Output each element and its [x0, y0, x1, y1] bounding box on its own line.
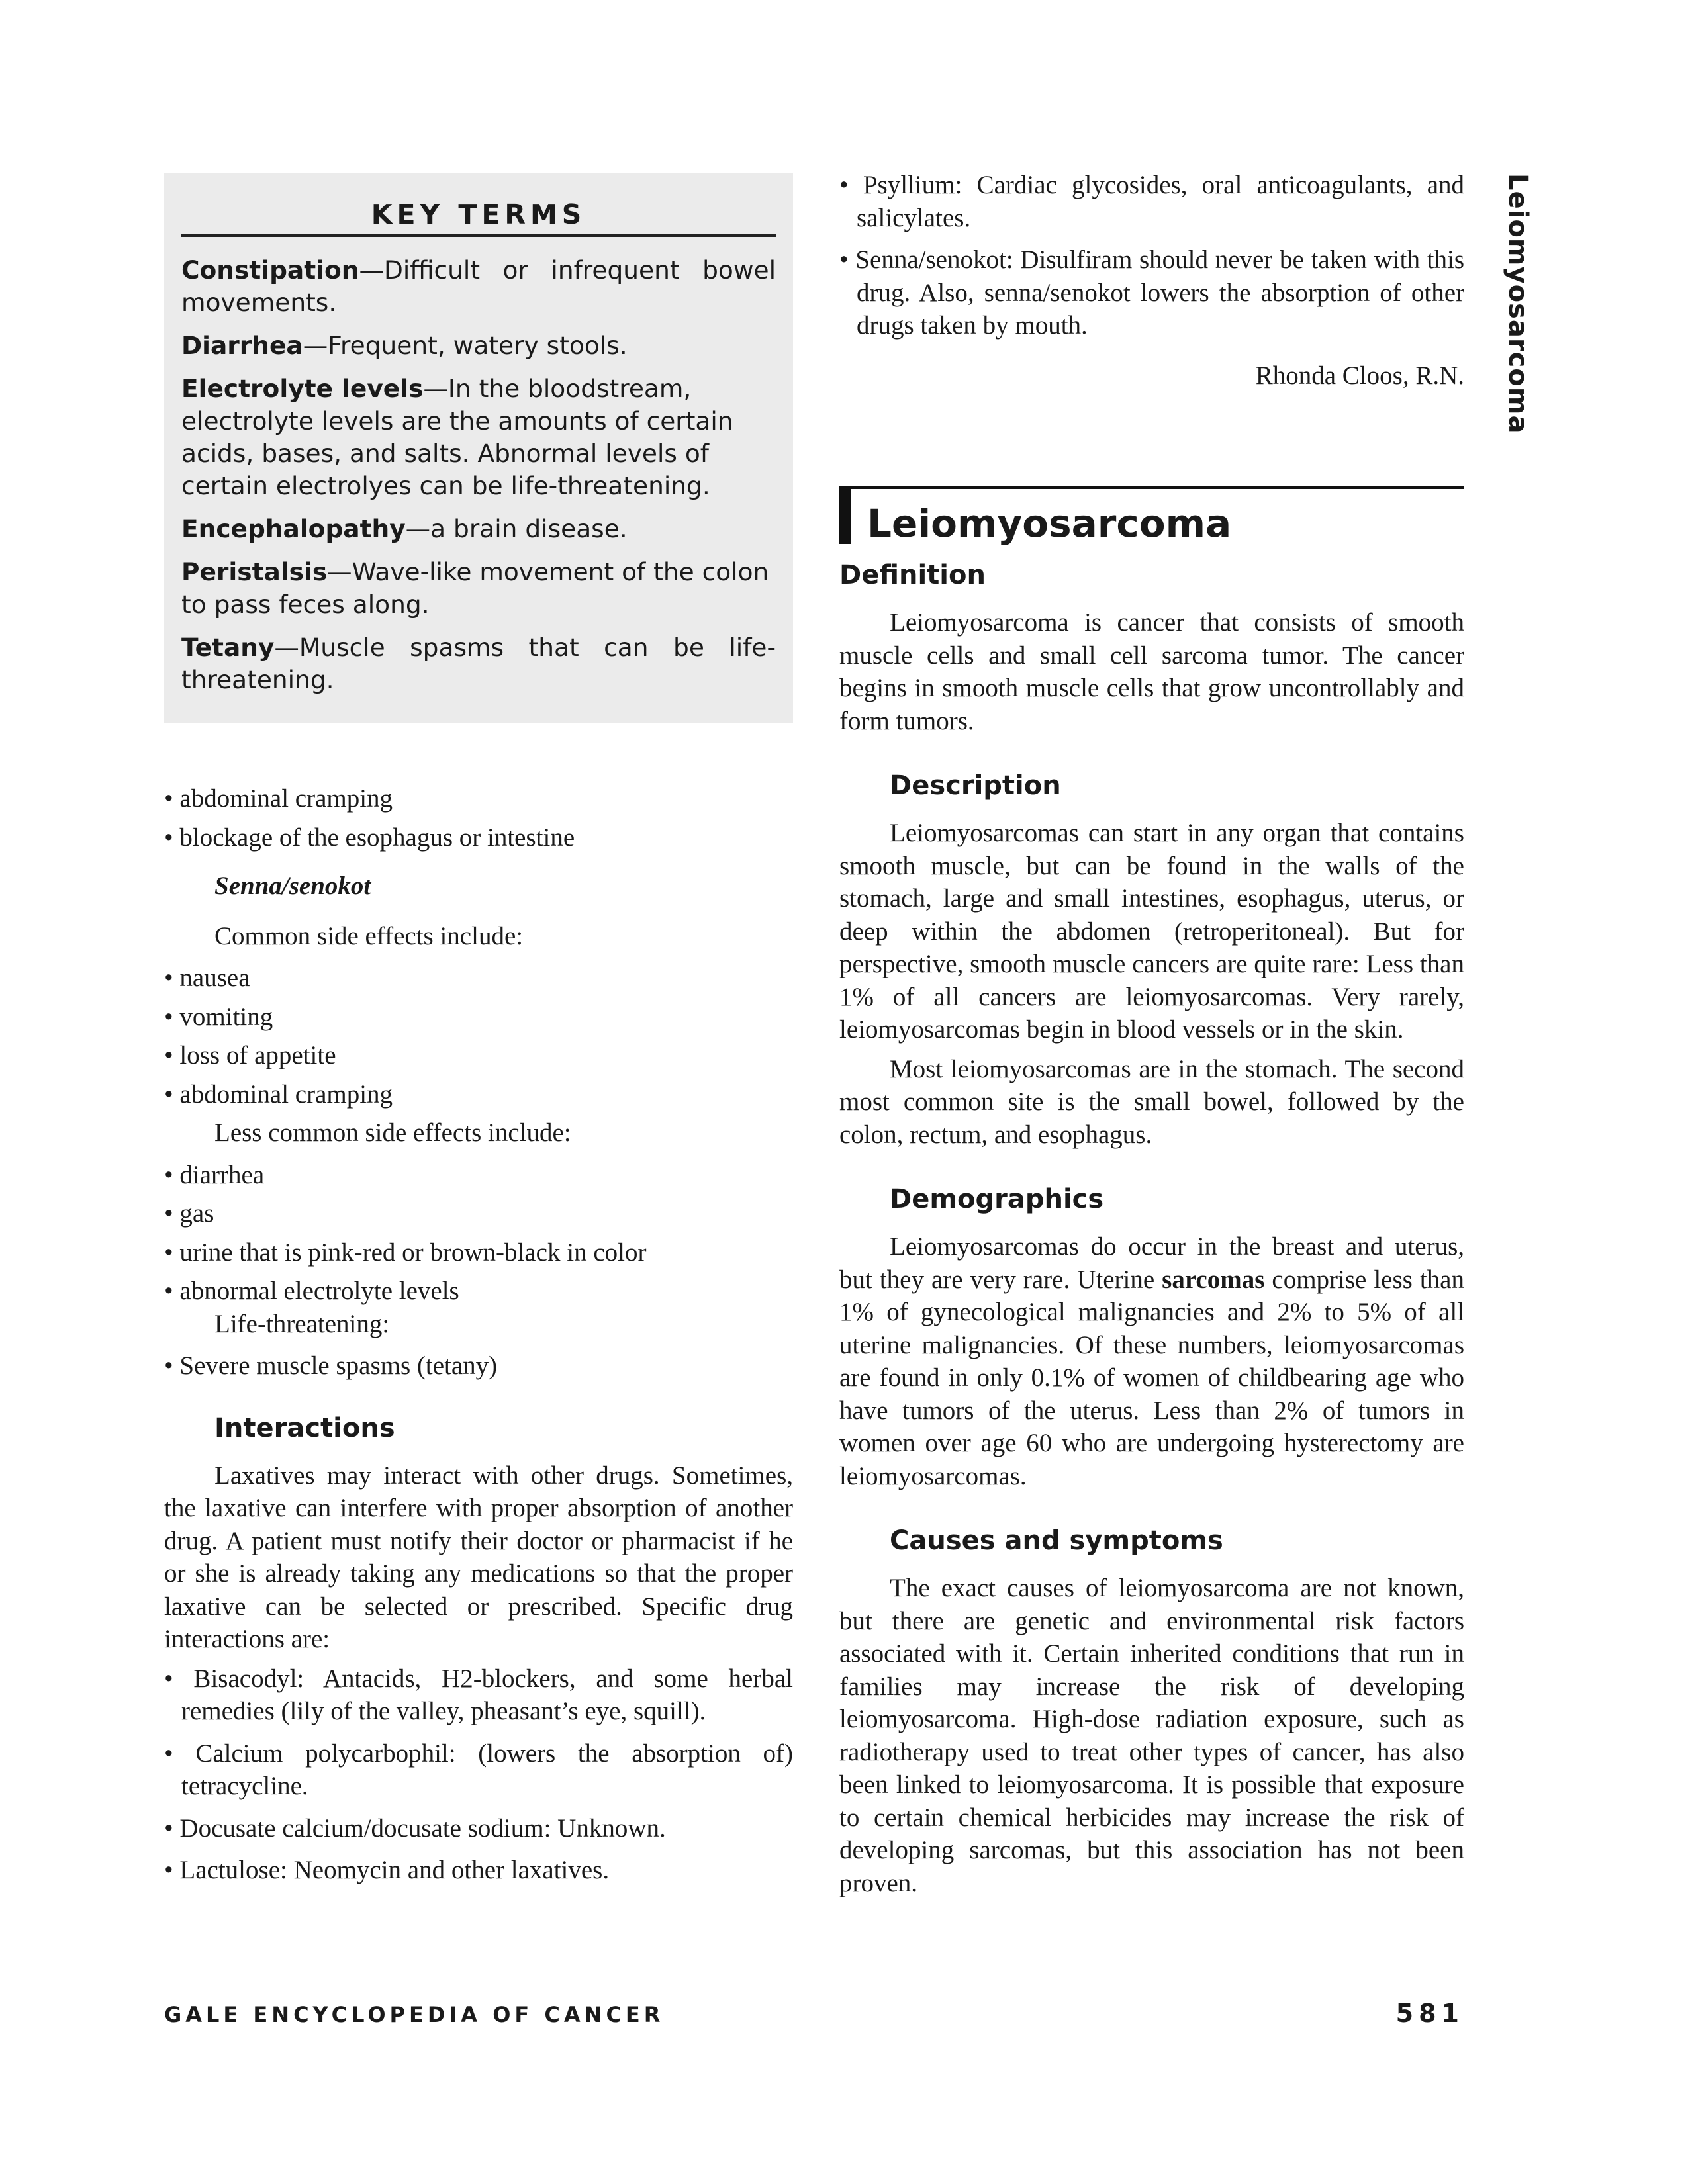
causes-paragraph: The exact causes of leiomyosarcoma are not known, but there are genetic and environmental risk factors associated with it. Certain inherited conditions that run in families may increase the risk of developing leiomyosarcoma. High-dose radiation exposure, such as radiotherapy used to treat other types of cancer, has also been linked to leiomyosarcoma. It is possible that exposure to certain chemical herbicides may increase the risk of developing sarcomas, but this association has not been proven.: [839, 1574, 1464, 1897]
key-term-definition: —Frequent, watery stools.: [303, 331, 628, 360]
life-threatening-label: Life-threatening:: [214, 1309, 390, 1338]
right-column: [839, 169, 1464, 1906]
list-item: • vomiting: [164, 1002, 273, 1031]
causes-heading: Causes and symptoms: [890, 1525, 1223, 1556]
list-item: • blockage of the esophagus or intestine: [164, 823, 575, 852]
key-term-definition: —In the bloodstream, electrolyte levels are the amounts of certain acids, bases, and salts. Abnormal levels of certain electrolyes can be life-threatening.: [181, 374, 733, 500]
side-effects-list: [164, 782, 793, 854]
common-effects-label: Common side effects include:: [214, 921, 524, 950]
key-terms-box: [164, 173, 793, 723]
entry-title: Leiomyosarcoma: [867, 501, 1232, 546]
life-threatening-list: [164, 1349, 793, 1383]
key-term-word: Peristalsis: [181, 557, 328, 586]
list-item: • Bisacodyl: Antacids, H2-blockers, and some herbal remedies (lily of the valley, pheasant’s eye, squill).: [164, 1664, 793, 1725]
description-paragraph: Leiomyosarcomas can start in any organ that contains smooth muscle, but can be found in the walls of the stomach, large and small intestines, esophagus, uterus, or deep within the abdomen (retroperitoneal). But for perspective, smooth muscle cancers are quite rare: Less than 1% of all cancers are leiomyosarcomas. Very rarely, leiomyosarcomas begin in blood vessels or in the skin.: [839, 819, 1464, 1044]
demographics-text: comprise less than 1% of gynecological malignancies and 2% to 5% of all uterine malignancies. Of these numbers, leiomyosarcomas are found in only 0.1% of women of childbearing age who have tumors of the uterus. Less than 2% of tumors in women over age 60 who are undergoing hysterectomy are leiomyosarcomas.: [839, 1265, 1464, 1490]
description-heading: Description: [890, 770, 1061, 801]
interactions-heading: Interactions: [214, 1412, 395, 1443]
description-paragraph: Most leiomyosarcomas are in the stomach. The second most common site is the small bowel, followed by the colon, rectum, and esophagus.: [839, 1054, 1464, 1149]
interactions-list: [164, 1662, 793, 1887]
less-common-effects-label: Less common side effects include:: [214, 1118, 571, 1147]
list-item: • loss of appetite: [164, 1041, 336, 1069]
list-item: • nausea: [164, 964, 250, 992]
senna-heading: Senna/senokot: [214, 872, 371, 900]
entry-header: [839, 486, 1464, 552]
left-column: [164, 173, 793, 1896]
key-term-word: Diarrhea: [181, 331, 303, 360]
definition-heading: Definition: [839, 560, 986, 590]
list-item: • Psyllium: Cardiac glycosides, oral anticoagulants, and salicylates.: [839, 171, 1464, 232]
list-item: • Senna/senokot: Disulfiram should never be taken with this drug. Also, senna/senokot lowers the absorption of other drugs taken by mouth.: [839, 246, 1464, 340]
author-credit: Rhonda Cloos, R.N.: [1255, 361, 1464, 390]
side-tab-label: Leiomyosarcoma: [1503, 173, 1533, 434]
list-item: • urine that is pink-red or brown-black in color: [164, 1238, 647, 1267]
list-item: • Severe muscle spasms (tetany): [164, 1351, 498, 1380]
key-terms-heading: KEY TERMS: [181, 199, 776, 237]
key-term-entry: [181, 556, 776, 621]
list-item: • Calcium polycarbophil: (lowers the absorption of) tetracycline.: [164, 1739, 793, 1800]
list-item: • Docusate calcium/docusate sodium: Unknown.: [164, 1813, 666, 1843]
demographics-bold-term: sarcomas: [1162, 1265, 1265, 1294]
key-term-entry: [181, 254, 776, 319]
less-common-effects-list: [164, 1159, 793, 1308]
interactions-paragraph: Laxatives may interact with other drugs. Sometimes, the laxative can interfere with proper absorption of another drug. A patient must notify their doctor or pharmacist if he or she is already taking any medications so that the proper laxative can be selected or prescribed. Specific drug interactions are:: [164, 1461, 793, 1653]
key-term-definition: —Difficult or infrequent bowel movements.: [181, 255, 776, 317]
key-term-entry: [181, 631, 776, 696]
common-effects-list: [164, 962, 793, 1111]
key-term-entry: [181, 373, 776, 502]
interactions-list-continued: [839, 169, 1464, 342]
entry-header-rule: [839, 486, 1464, 489]
demographics-text: Leiomyosarcomas do occur in the breast and uterus, but they are very rare. Uterine: [839, 1232, 1464, 1294]
definition-paragraph: Leiomyosarcoma is cancer that consists of smooth muscle cells and small cell sarcoma tumor. The cancer begins in smooth muscle cells that grow uncontrollably and form tumors.: [839, 608, 1464, 735]
key-term-word: Encephalopathy: [181, 514, 406, 543]
key-term-entry: [181, 513, 776, 545]
list-item: • abdominal cramping: [164, 784, 393, 813]
key-term-definition: —a brain disease.: [405, 514, 628, 543]
key-term-definition: —Muscle spasms that can be life-threatening.: [181, 633, 776, 694]
demographics-paragraph: [839, 1230, 1464, 1492]
entry-header-bar: [839, 486, 851, 544]
list-item: • gas: [164, 1199, 214, 1228]
footer-publication: GALE ENCYCLOPEDIA OF CANCER: [164, 2002, 665, 2027]
demographics-heading: Demographics: [890, 1184, 1104, 1214]
key-term-entry: [181, 330, 776, 362]
list-item: • abnormal electrolyte levels: [164, 1277, 459, 1305]
list-item: • diarrhea: [164, 1160, 265, 1189]
key-term-definition: —Wave-like movement of the colon to pass feces along.: [181, 557, 769, 619]
list-item: • abdominal cramping: [164, 1079, 393, 1109]
key-term-word: Constipation: [181, 255, 359, 285]
key-term-word: Electrolyte levels: [181, 374, 424, 403]
list-item: • Lactulose: Neomycin and other laxatives.: [164, 1856, 610, 1884]
key-term-word: Tetany: [181, 633, 275, 662]
page-number: 581: [1395, 1999, 1464, 2028]
